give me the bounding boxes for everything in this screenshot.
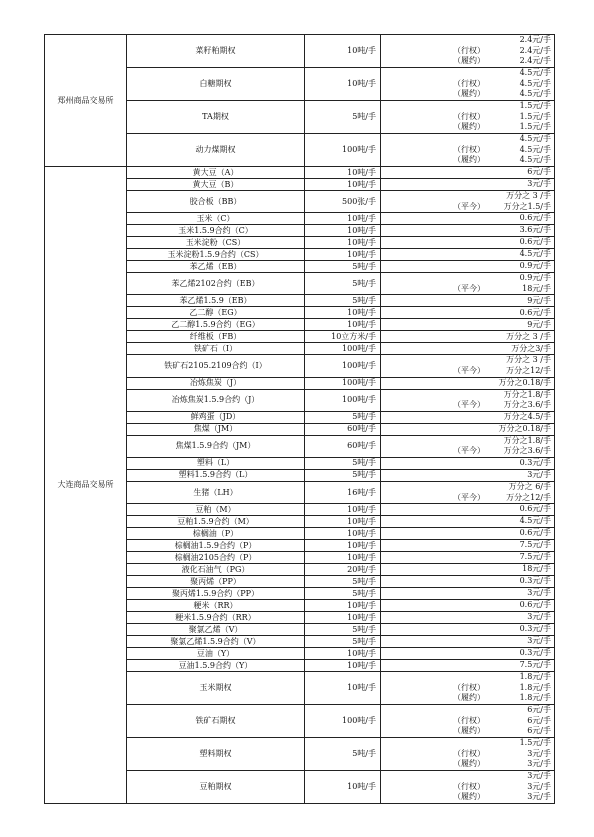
fee-line xyxy=(381,89,554,100)
fee-amount: 0.3元/手 xyxy=(519,576,551,586)
fee-amount: 4.5元/手 xyxy=(519,249,551,259)
fee-amount: 2.4元/手 xyxy=(519,35,551,45)
product-name: 聚氯乙烯1.5.9合约（V） xyxy=(127,636,305,648)
fee-amount: 9元/手 xyxy=(527,295,551,305)
fee-line xyxy=(381,759,554,770)
product-name: 苯乙烯2102合约（EB） xyxy=(127,273,305,295)
trading-unit: 10吨/手 xyxy=(305,672,381,705)
fee-cell xyxy=(381,68,555,101)
fee-line xyxy=(381,213,554,224)
fee-line xyxy=(381,191,554,202)
trading-unit: 10吨/手 xyxy=(305,540,381,552)
fee-amount: 0.3元/手 xyxy=(519,648,551,658)
fee-amount: 3.6元/手 xyxy=(519,225,551,235)
fee-amount: 6元/手 xyxy=(527,705,551,715)
product-name: 豆油（Y） xyxy=(127,648,305,660)
fee-line xyxy=(381,792,554,803)
fee-amount: 万分之3.6/手 xyxy=(503,446,551,456)
trading-unit: 10吨/手 xyxy=(305,771,381,804)
fee-cell xyxy=(381,191,555,213)
fee-type-label: （行权） xyxy=(453,715,485,725)
fee-cell xyxy=(381,343,555,355)
fee-line xyxy=(381,134,554,145)
fee-amount: 4.5元/手 xyxy=(519,134,551,144)
product-name: 铁矿石2105.2109合约（I） xyxy=(127,355,305,377)
fee-amount: 4.5元/手 xyxy=(519,89,551,99)
fee-amount: 3元/手 xyxy=(527,748,551,758)
trading-unit: 10吨/手 xyxy=(305,600,381,612)
trading-unit: 10吨/手 xyxy=(305,528,381,540)
fee-cell xyxy=(381,377,555,389)
fee-type-label: （履约） xyxy=(453,155,485,165)
trading-unit: 10吨/手 xyxy=(305,648,381,660)
product-name: 玉米淀粉（CS） xyxy=(127,237,305,249)
product-name: 聚丙烯（PP） xyxy=(127,576,305,588)
fee-cell xyxy=(381,624,555,636)
fee-amount: 3元/手 xyxy=(527,470,551,480)
fee-cell xyxy=(381,389,555,411)
fee-amount: 18元/手 xyxy=(522,564,551,574)
trading-unit: 10吨/手 xyxy=(305,179,381,191)
trading-unit: 5吨/手 xyxy=(305,261,381,273)
fee-amount: 0.6元/手 xyxy=(519,307,551,317)
fee-type-label: （履约） xyxy=(453,792,485,802)
fee-cell xyxy=(381,249,555,261)
trading-unit: 10吨/手 xyxy=(305,504,381,516)
fee-cell xyxy=(381,261,555,273)
fee-cell xyxy=(381,179,555,191)
fee-amount: 7.5元/手 xyxy=(519,660,551,670)
fee-type-label: （行权） xyxy=(453,682,485,692)
fee-line xyxy=(381,782,554,793)
product-name: 玉米（C） xyxy=(127,213,305,225)
fee-cell xyxy=(381,423,555,435)
fee-cell xyxy=(381,213,555,225)
fee-line xyxy=(381,458,554,469)
fee-line xyxy=(381,446,554,457)
exchange-name: 郑州商品交易所 xyxy=(45,35,127,167)
product-name: 苯乙烯（EB） xyxy=(127,261,305,273)
product-name: 胶合板（BB） xyxy=(127,191,305,213)
table-row xyxy=(45,35,555,68)
fee-line xyxy=(381,705,554,716)
fee-line xyxy=(381,552,554,563)
trading-unit: 10吨/手 xyxy=(305,516,381,528)
fee-line xyxy=(381,261,554,272)
fee-type-label: （平今） xyxy=(453,446,485,456)
fee-amount: 4.5元/手 xyxy=(519,144,551,154)
fee-type-label: （平今） xyxy=(453,492,485,502)
fee-type-label: （平今） xyxy=(453,365,485,375)
trading-unit: 5吨/手 xyxy=(305,636,381,648)
fee-cell xyxy=(381,648,555,660)
fee-cell xyxy=(381,528,555,540)
trading-unit: 5吨/手 xyxy=(305,457,381,469)
fee-amount: 2.4元/手 xyxy=(519,45,551,55)
fee-amount: 3元/手 xyxy=(527,759,551,769)
fee-cell xyxy=(381,469,555,481)
trading-unit: 5吨/手 xyxy=(305,469,381,481)
fee-type-label: （履约） xyxy=(453,122,485,132)
trading-unit: 100吨/手 xyxy=(305,377,381,389)
product-name: TA期权 xyxy=(127,101,305,134)
product-name: 聚丙烯1.5.9合约（PP） xyxy=(127,588,305,600)
fee-amount: 0.6元/手 xyxy=(519,237,551,247)
fee-amount: 万分之3/手 xyxy=(511,343,551,353)
product-name: 塑料（L） xyxy=(127,457,305,469)
fee-amount: 万分之 3 /手 xyxy=(506,191,551,200)
trading-unit: 10吨/手 xyxy=(305,319,381,331)
fee-line xyxy=(381,528,554,539)
product-name: 粳米（RR） xyxy=(127,600,305,612)
product-name: 白糖期权 xyxy=(127,68,305,101)
fee-line xyxy=(381,738,554,749)
product-name: 塑料期权 xyxy=(127,738,305,771)
trading-unit: 5吨/手 xyxy=(305,273,381,295)
fee-line xyxy=(381,332,554,343)
fee-line xyxy=(381,436,554,447)
trading-unit: 100吨/手 xyxy=(305,343,381,355)
fee-cell xyxy=(381,457,555,469)
fee-amount: 7.5元/手 xyxy=(519,540,551,550)
product-name: 玉米期权 xyxy=(127,672,305,705)
fee-amount: 0.9元/手 xyxy=(519,261,551,271)
fee-amount: 万分之 3 /手 xyxy=(506,355,551,365)
fee-amount: 万分之12/手 xyxy=(506,492,551,502)
fee-line xyxy=(381,112,554,123)
fee-line xyxy=(381,482,554,493)
product-name: 棕榈油1.5.9合约（P） xyxy=(127,540,305,552)
product-name: 玉米1.5.9合约（C） xyxy=(127,225,305,237)
trading-unit: 100吨/手 xyxy=(305,134,381,167)
fee-amount: 万分之4.5/手 xyxy=(503,411,551,421)
trading-unit: 10吨/手 xyxy=(305,612,381,624)
fee-line xyxy=(381,237,554,248)
fee-line xyxy=(381,155,554,166)
fee-line xyxy=(381,660,554,671)
fee-line xyxy=(381,308,554,319)
trading-unit: 20吨/手 xyxy=(305,564,381,576)
fee-amount: 1.5元/手 xyxy=(519,122,551,132)
fee-cell xyxy=(381,481,555,503)
trading-unit: 10吨/手 xyxy=(305,237,381,249)
fee-amount: 0.3元/手 xyxy=(519,624,551,634)
product-name: 液化石油气（PG） xyxy=(127,564,305,576)
fee-line xyxy=(381,296,554,307)
product-name: 棕榈油2105合约（P） xyxy=(127,552,305,564)
fee-amount: 3元/手 xyxy=(527,588,551,598)
fee-cell xyxy=(381,35,555,68)
fee-line xyxy=(381,516,554,527)
fee-cell xyxy=(381,564,555,576)
fee-cell xyxy=(381,660,555,672)
fee-cell xyxy=(381,307,555,319)
fee-amount: 1.8元/手 xyxy=(519,693,551,703)
fee-cell xyxy=(381,134,555,167)
fee-line xyxy=(381,504,554,515)
trading-unit: 5吨/手 xyxy=(305,101,381,134)
table-row xyxy=(45,167,555,179)
fee-cell xyxy=(381,237,555,249)
fee-amount: 3元/手 xyxy=(527,612,551,622)
fee-amount: 0.9元/手 xyxy=(519,273,551,283)
fee-type-label: （履约） xyxy=(453,89,485,99)
fee-line xyxy=(381,46,554,57)
fee-line xyxy=(381,344,554,355)
fee-line xyxy=(381,576,554,587)
fee-schedule-sheet xyxy=(44,34,555,804)
product-name: 铁矿石期权 xyxy=(127,705,305,738)
fee-line xyxy=(381,249,554,260)
trading-unit: 500张/手 xyxy=(305,191,381,213)
fee-line xyxy=(381,320,554,331)
fee-amount: 0.3元/手 xyxy=(519,458,551,468)
fee-type-label: （行权） xyxy=(453,781,485,791)
fee-line xyxy=(381,612,554,623)
product-name: 生猪（LH） xyxy=(127,481,305,503)
fee-cell xyxy=(381,167,555,179)
fee-amount: 2.4元/手 xyxy=(519,56,551,66)
fee-amount: 1.5元/手 xyxy=(519,111,551,121)
trading-unit: 10吨/手 xyxy=(305,307,381,319)
fee-line xyxy=(381,35,554,46)
fee-line xyxy=(381,600,554,611)
fee-line xyxy=(381,424,554,435)
fee-cell xyxy=(381,705,555,738)
product-name: 鲜鸡蛋（JD） xyxy=(127,411,305,423)
fee-line xyxy=(381,693,554,704)
trading-unit: 100吨/手 xyxy=(305,355,381,377)
fee-cell xyxy=(381,435,555,457)
product-name: 玉米淀粉1.5.9合约（CS） xyxy=(127,249,305,261)
fee-amount: 6元/手 xyxy=(527,726,551,736)
fee-cell xyxy=(381,540,555,552)
fee-amount: 万分之 6/手 xyxy=(508,481,551,491)
fee-line xyxy=(381,726,554,737)
fee-amount: 3元/手 xyxy=(527,792,551,802)
trading-unit: 5吨/手 xyxy=(305,411,381,423)
trading-unit: 10吨/手 xyxy=(305,68,381,101)
product-name: 豆粕1.5.9合约（M） xyxy=(127,516,305,528)
fee-amount: 6元/手 xyxy=(527,167,551,177)
fee-amount: 万分之 3 /手 xyxy=(506,331,551,341)
fee-line xyxy=(381,470,554,481)
fee-line xyxy=(381,225,554,236)
trading-unit: 10吨/手 xyxy=(305,35,381,68)
fee-amount: 6元/手 xyxy=(527,715,551,725)
fee-cell xyxy=(381,331,555,343)
fee-line xyxy=(381,366,554,377)
fee-amount: 0.6元/手 xyxy=(519,600,551,610)
fee-line xyxy=(381,202,554,213)
fee-line xyxy=(381,378,554,389)
fee-line xyxy=(381,167,554,178)
fee-cell xyxy=(381,319,555,331)
fee-cell xyxy=(381,295,555,307)
fee-line xyxy=(381,390,554,401)
trading-unit: 10吨/手 xyxy=(305,660,381,672)
fee-line xyxy=(381,648,554,659)
fee-type-label: （行权） xyxy=(453,78,485,88)
fee-type-label: （履约） xyxy=(453,693,485,703)
trading-unit: 16吨/手 xyxy=(305,481,381,503)
fee-cell xyxy=(381,771,555,804)
fee-line xyxy=(381,412,554,423)
fee-cell xyxy=(381,355,555,377)
fee-cell xyxy=(381,738,555,771)
fee-amount: 9元/手 xyxy=(527,319,551,329)
fee-type-label: （平今） xyxy=(453,283,485,293)
fee-amount: 万分之12/手 xyxy=(506,365,551,375)
product-name: 乙二醇（EG） xyxy=(127,307,305,319)
fee-table-body xyxy=(45,35,555,804)
fee-line xyxy=(381,79,554,90)
fee-line xyxy=(381,771,554,782)
fee-cell xyxy=(381,411,555,423)
fee-cell xyxy=(381,612,555,624)
fee-amount: 1.8元/手 xyxy=(519,672,551,682)
fee-line xyxy=(381,400,554,411)
trading-unit: 100吨/手 xyxy=(305,389,381,411)
product-name: 黄大豆（A） xyxy=(127,167,305,179)
fee-cell xyxy=(381,225,555,237)
fee-amount: 4.5元/手 xyxy=(519,516,551,526)
product-name: 菜籽粕期权 xyxy=(127,35,305,68)
fee-amount: 万分之0.18/手 xyxy=(498,377,551,387)
trading-unit: 5吨/手 xyxy=(305,576,381,588)
product-name: 豆粕（M） xyxy=(127,504,305,516)
fee-line xyxy=(381,749,554,760)
fee-amount: 0.6元/手 xyxy=(519,528,551,538)
trading-unit: 60吨/手 xyxy=(305,423,381,435)
fee-amount: 4.5元/手 xyxy=(519,78,551,88)
product-name: 苯乙烯1.5.9（EB） xyxy=(127,295,305,307)
product-name: 聚氯乙烯（V） xyxy=(127,624,305,636)
product-name: 动力煤期权 xyxy=(127,134,305,167)
fee-line xyxy=(381,716,554,727)
fee-amount: 3元/手 xyxy=(527,179,551,189)
fee-cell xyxy=(381,273,555,295)
fee-amount: 1.8元/手 xyxy=(519,682,551,692)
product-name: 铁矿石（I） xyxy=(127,343,305,355)
fee-cell xyxy=(381,504,555,516)
product-name: 冶炼焦炭1.5.9合约（J） xyxy=(127,389,305,411)
fee-line xyxy=(381,179,554,190)
fee-type-label: （行权） xyxy=(453,45,485,55)
fee-amount: 3元/手 xyxy=(527,781,551,791)
fee-amount: 3元/手 xyxy=(527,771,551,781)
fee-line xyxy=(381,624,554,635)
fee-amount: 0.6元/手 xyxy=(519,504,551,514)
fee-line xyxy=(381,683,554,694)
product-name: 乙二醇1.5.9合约（EG） xyxy=(127,319,305,331)
fee-amount: 4.5元/手 xyxy=(519,155,551,165)
product-name: 冶炼焦炭（J） xyxy=(127,377,305,389)
fee-line xyxy=(381,493,554,504)
fee-type-label: （行权） xyxy=(453,748,485,758)
trading-unit: 10吨/手 xyxy=(305,225,381,237)
fee-line xyxy=(381,273,554,284)
trading-unit: 10吨/手 xyxy=(305,167,381,179)
product-name: 黄大豆（B） xyxy=(127,179,305,191)
fee-line xyxy=(381,540,554,551)
fee-line xyxy=(381,355,554,366)
trading-unit: 5吨/手 xyxy=(305,738,381,771)
fee-type-label: （履约） xyxy=(453,726,485,736)
product-name: 棕榈油（P） xyxy=(127,528,305,540)
trading-unit: 10立方米/手 xyxy=(305,331,381,343)
fee-amount: 万分之0.18/手 xyxy=(498,423,551,433)
trading-unit: 5吨/手 xyxy=(305,588,381,600)
fee-amount: 万分之1.5/手 xyxy=(503,201,551,211)
fee-line xyxy=(381,636,554,647)
fee-amount: 1.5元/手 xyxy=(519,101,551,111)
fee-amount: 3元/手 xyxy=(527,636,551,646)
fee-amount: 18元/手 xyxy=(522,283,551,293)
fee-amount: 7.5元/手 xyxy=(519,552,551,562)
fee-type-label: （履约） xyxy=(453,56,485,66)
trading-unit: 60吨/手 xyxy=(305,435,381,457)
product-name: 粳米1.5.9合约（RR） xyxy=(127,612,305,624)
fee-line xyxy=(381,68,554,79)
fee-cell xyxy=(381,600,555,612)
fee-cell xyxy=(381,516,555,528)
product-name: 豆油1.5.9合约（Y） xyxy=(127,660,305,672)
fee-table xyxy=(44,34,555,804)
fee-type-label: （平今） xyxy=(453,201,485,211)
fee-line xyxy=(381,101,554,112)
fee-line xyxy=(381,56,554,67)
fee-amount: 4.5元/手 xyxy=(519,68,551,78)
fee-cell xyxy=(381,552,555,564)
fee-line xyxy=(381,564,554,575)
fee-cell xyxy=(381,576,555,588)
exchange-name: 大连商品交易所 xyxy=(45,167,127,804)
product-name: 焦煤（JM） xyxy=(127,423,305,435)
fee-cell xyxy=(381,588,555,600)
fee-line xyxy=(381,145,554,156)
fee-amount: 万分之1.8/手 xyxy=(503,389,551,399)
fee-cell xyxy=(381,636,555,648)
trading-unit: 10吨/手 xyxy=(305,552,381,564)
fee-type-label: （平今） xyxy=(453,400,485,410)
fee-line xyxy=(381,122,554,133)
trading-unit: 100吨/手 xyxy=(305,705,381,738)
fee-type-label: （行权） xyxy=(453,144,485,154)
trading-unit: 10吨/手 xyxy=(305,213,381,225)
product-name: 纤维板（FB） xyxy=(127,331,305,343)
product-name: 豆粕期权 xyxy=(127,771,305,804)
fee-amount: 万分之3.6/手 xyxy=(503,400,551,410)
fee-amount: 1.5元/手 xyxy=(519,738,551,748)
product-name: 焦煤1.5.9合约（JM） xyxy=(127,435,305,457)
fee-line xyxy=(381,284,554,295)
trading-unit: 5吨/手 xyxy=(305,295,381,307)
fee-amount: 0.6元/手 xyxy=(519,213,551,223)
trading-unit: 10吨/手 xyxy=(305,249,381,261)
fee-type-label: （履约） xyxy=(453,759,485,769)
trading-unit: 5吨/手 xyxy=(305,624,381,636)
fee-line xyxy=(381,672,554,683)
fee-cell xyxy=(381,101,555,134)
fee-line xyxy=(381,588,554,599)
fee-amount: 万分之1.8/手 xyxy=(503,435,551,445)
fee-cell xyxy=(381,672,555,705)
product-name: 塑料1.5.9合约（L） xyxy=(127,469,305,481)
fee-type-label: （行权） xyxy=(453,111,485,121)
